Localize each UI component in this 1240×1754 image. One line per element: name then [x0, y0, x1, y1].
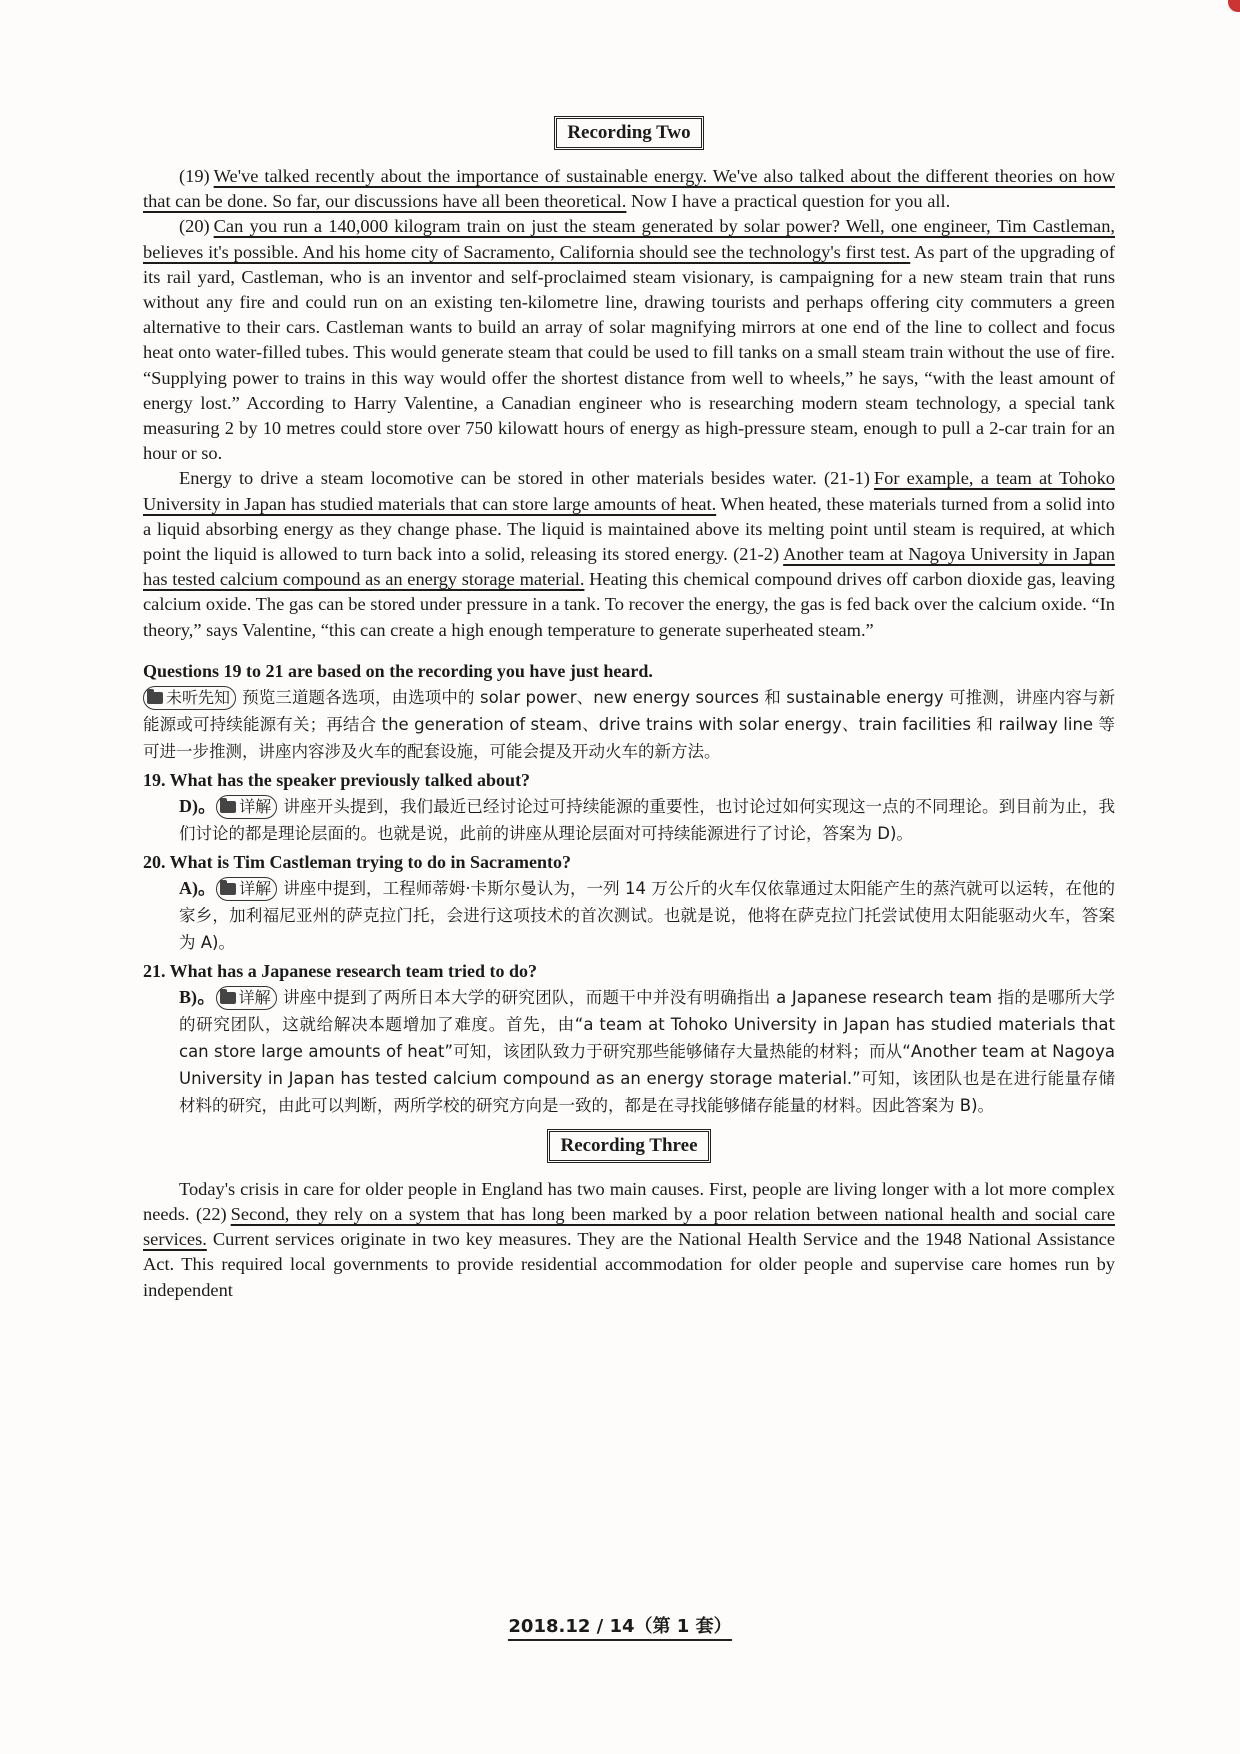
- paragraph-21-mid: When heated, these materials turned from a solid into a liquid absorbing energy as they change phase. The liquid is maintained above its melting point until steam is required, at which point the liquid is allowed to turn back into a solid, releasing its stored energy.: [143, 493, 1115, 565]
- recording-three-heading-wrap: [143, 1129, 1115, 1163]
- marker-22: (22): [196, 1204, 227, 1225]
- preview-tag-label: 未听先知: [166, 687, 231, 707]
- explain-tag-label: 详解: [239, 796, 272, 816]
- paragraph-19: [143, 164, 1115, 214]
- explain-tag: [216, 877, 277, 901]
- answer-20-letter: A)。: [179, 877, 217, 898]
- preview-section: [143, 684, 1115, 765]
- marker-20: (20): [179, 216, 210, 237]
- question-20: [143, 849, 1115, 956]
- question-21: [143, 958, 1115, 1119]
- underlined-answer-21-2: Another team at Nagoya University in Japan has tested calcium compound as an energy storage material.: [143, 544, 1115, 590]
- marker-21-2: (21-2): [733, 544, 780, 565]
- explain-tag: [216, 986, 277, 1010]
- paragraph-22-lead: Today's crisis in care for older people in England has two main causes. First, people are living longer with a lot more complex needs.: [143, 1178, 1115, 1225]
- question-20-text: 20. What is Tim Castleman trying to do in Sacramento?: [143, 851, 572, 872]
- recording-three-heading: Recording Three: [547, 1129, 710, 1163]
- recording-two-heading-wrap: [143, 116, 1115, 150]
- answer-21-explanation: 讲座中提到了两所日本大学的研究团队，而题干中并没有明确指出 a Japanese research team 指的是哪所大学的研究团队，这就给解决本题增加了难度。首先，由“a team at Tohoko University in Japan has studied materials that can store large amounts of heat”可知，该团队致力于研究那些能够储存大量热能的材料；而从“Another team at Nagoya University in Japan has tested calcium compound as an energy storage material.”可知，该团队也是在进行能量存储材料的研究，由此可以判断，两所学校的研究方向是一致的，都是在寻找能够储存能量的材料。因此答案为 B)。: [179, 987, 1115, 1115]
- question-21-text: 21. What has a Japanese research team tried to do?: [143, 960, 537, 981]
- underlined-answer-22: Second, they rely on a system that has long been marked by a poor relation between national health and social care services.: [143, 1204, 1115, 1250]
- paragraph-22: [143, 1177, 1115, 1303]
- folder-icon: [220, 801, 236, 813]
- explain-tag: [216, 795, 277, 819]
- underlined-answer-19: We've talked recently about the importance of sustainable energy. We've also talked about the different theories on how that can be done. So far, our discussions have all been theoretical.: [143, 166, 1115, 212]
- question-19: [143, 767, 1115, 847]
- marker-21-1: (21-1): [823, 468, 870, 489]
- answer-21-letter: B)。: [179, 986, 216, 1007]
- answer-21: [143, 984, 1115, 1119]
- paragraph-20-rest: As part of the upgrading of its rail yard, Castleman, who is an inventor and self-proclaimed steam visionary, is campaigning for a new steam train that runs without any fire and could run on an existing ten-kilometre line, drawing tourists and perhaps offering city commuters a green alternative to their cars. Castleman wants to build an array of solar magnifying mirrors at one end of the line to collect and focus heat onto water-filled tubes. This would generate steam that could be used to fill tanks on a small steam train without the use of fire. “Supplying power to trains in this way would offer the shortest distance from well to wheels,” he says, “with the least amount of energy lost.” According to Harry Valentine, a Canadian engineer who is researching modern steam technology, a special tank measuring 2 by 10 metres could store over 750 kilowatt hours of energy as high-pressure steam, enough to pull a 2-car train for an hour or so.: [143, 241, 1115, 464]
- answer-20: [143, 875, 1115, 956]
- page-footer: [0, 1612, 1240, 1638]
- underlined-answer-20: Can you run a 140,000 kilogram train on just the steam generated by solar power? Well, one engineer, Tim Castleman, believes it's possible. And his home city of Sacramento, California should see the technology's first test.: [143, 216, 1115, 262]
- question-19-text: 19. What has the speaker previously talked about?: [143, 769, 531, 790]
- folder-icon: [220, 992, 236, 1004]
- answer-19-explanation: 讲座开头提到，我们最近已经讨论过可持续能源的重要性，也讨论过如何实现这一点的不同理论。到目前为止，我们讨论的都是理论层面的。也就是说，此前的讲座从理论层面对可持续能源进行了讨论，答案为 D)。: [179, 796, 1115, 843]
- paragraph-19-rest: Now I have a practical question for you all.: [626, 191, 951, 212]
- preview-tag: [143, 686, 236, 710]
- explain-tag-label: 详解: [239, 878, 272, 898]
- paragraph-21-rest: Heating this chemical compound drives off carbon dioxide gas, leaving calcium oxide. The gas can be stored under pressure in a tank. To recover the energy, the gas is fed back over the calcium oxide. “In theory,” says Valentine, “this can create a high enough temperature to generate superheated steam.”: [143, 569, 1115, 640]
- answer-19: [143, 793, 1115, 847]
- explain-tag-label: 详解: [238, 987, 271, 1007]
- marker-19: (19): [179, 166, 210, 186]
- answer-20-explanation: 讲座中提到，工程师蒂姆·卡斯尔曼认为，一列 14 万公斤的火车仅依靠通过太阳能产生的蒸汽就可以运转，在他的家乡，加利福尼亚州的萨克拉门托，会进行这项技术的首次测试。也就是说，他将在萨克拉门托尝试使用太阳能驱动火车，答案为 A)。: [179, 878, 1115, 952]
- recording-two-heading: Recording Two: [554, 116, 703, 150]
- paragraph-21: [143, 466, 1115, 642]
- questions-intro: Questions 19 to 21 are based on the recording you have just heard.: [143, 660, 653, 681]
- page-number-label: 2018.12 / 14（第 1 套）: [508, 1616, 731, 1641]
- answer-19-letter: D)。: [179, 795, 217, 816]
- paragraph-20: [143, 214, 1115, 466]
- preview-text: 预览三道题各选项，由选项中的 solar power、new energy sources 和 sustainable energy 可推测，讲座内容与新能源或可持续能源有关；再结合 the generation of steam、drive trains with solar energy、train facilities 和 railway line 等可进一步推测，讲座内容涉及火车的配套设施，可能会提及开动火车的新方法。: [143, 687, 1115, 761]
- document-page: [143, 110, 1115, 1303]
- paragraph-21-lead: Energy to drive a steam locomotive can be stored in other materials besides water.: [179, 468, 824, 489]
- folder-icon: [147, 692, 163, 704]
- folder-icon: [220, 883, 236, 895]
- underlined-answer-21-1: For example, a team at Tohoko University in Japan has studied materials that can store large amounts of heat.: [143, 468, 1115, 514]
- paragraph-22-rest: Current services originate in two key measures. They are the National Health Service and the 1948 National Assistance Act. This required local governments to provide residential accommodation for older people and supervise care homes run by independent: [143, 1229, 1115, 1300]
- scan-edge-mark: [1228, 0, 1240, 12]
